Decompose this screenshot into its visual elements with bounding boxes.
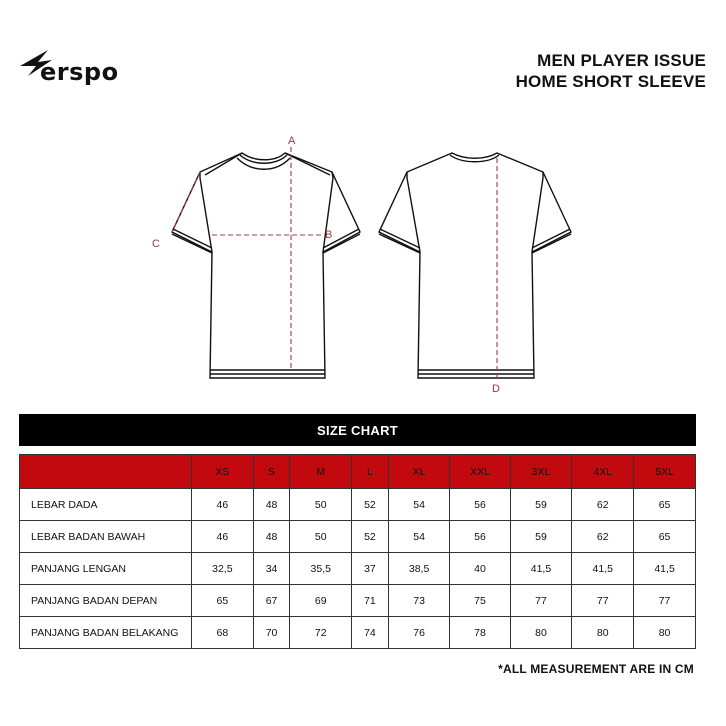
table-row — [20, 585, 696, 617]
row-label: LEBAR DADA — [20, 489, 192, 521]
table-cell: 50 — [290, 489, 352, 521]
table-cell: 48 — [253, 489, 290, 521]
back-shirt-icon — [379, 153, 571, 378]
measure-label-b: B — [325, 229, 333, 241]
table-cell: 62 — [572, 521, 634, 553]
table-cell: 72 — [290, 617, 352, 649]
table-cell: 56 — [450, 489, 510, 521]
table-cell: 65 — [192, 585, 254, 617]
size-col-header: 4XL — [572, 455, 634, 489]
row-label: PANJANG BADAN DEPAN — [20, 585, 192, 617]
size-chart-heading: SIZE CHART — [19, 414, 696, 446]
row-label: PANJANG LENGAN — [20, 553, 192, 585]
table-cell: 34 — [253, 553, 290, 585]
size-header-row — [20, 455, 696, 489]
table-cell: 41,5 — [572, 553, 634, 585]
table-cell: 41,5 — [634, 553, 696, 585]
shirt-illustrations — [0, 120, 726, 400]
table-cell: 35,5 — [290, 553, 352, 585]
table-cell: 54 — [388, 489, 450, 521]
measurement-footnote: *ALL MEASUREMENT ARE IN CM — [498, 662, 694, 676]
table-cell: 41,5 — [510, 553, 572, 585]
table-cell: 67 — [253, 585, 290, 617]
table-cell: 74 — [352, 617, 389, 649]
table-cell: 69 — [290, 585, 352, 617]
logo-text: erspo — [40, 58, 119, 86]
product-title-line2: HOME SHORT SLEEVE — [515, 72, 706, 91]
table-row — [20, 489, 696, 521]
table-cell: 80 — [510, 617, 572, 649]
table-cell: 78 — [450, 617, 510, 649]
table-cell: 54 — [388, 521, 450, 553]
row-label: PANJANG BADAN BELAKANG — [20, 617, 192, 649]
table-cell: 56 — [450, 521, 510, 553]
table-cell: 75 — [450, 585, 510, 617]
table-cell: 59 — [510, 521, 572, 553]
table-cell: 52 — [352, 521, 389, 553]
size-col-header: M — [290, 455, 352, 489]
table-cell: 37 — [352, 553, 389, 585]
front-shirt-icon — [172, 153, 360, 378]
size-col-header: 3XL — [510, 455, 572, 489]
size-col-header: XS — [192, 455, 254, 489]
table-cell: 68 — [192, 617, 254, 649]
size-chart-table — [19, 454, 696, 649]
table-cell: 70 — [253, 617, 290, 649]
size-col-header: L — [352, 455, 389, 489]
table-cell: 65 — [634, 521, 696, 553]
table-cell: 48 — [253, 521, 290, 553]
table-cell: 77 — [510, 585, 572, 617]
table-cell: 32,5 — [192, 553, 254, 585]
size-header-empty-cell — [20, 455, 192, 489]
table-cell: 73 — [388, 585, 450, 617]
table-cell: 77 — [634, 585, 696, 617]
table-cell: 65 — [634, 489, 696, 521]
row-label: LEBAR BADAN BAWAH — [20, 521, 192, 553]
table-cell: 59 — [510, 489, 572, 521]
size-col-header: XXL — [450, 455, 510, 489]
table-cell: 71 — [352, 585, 389, 617]
table-cell: 80 — [572, 617, 634, 649]
table-cell: 52 — [352, 489, 389, 521]
measure-label-d: D — [492, 383, 500, 395]
table-cell: 76 — [388, 617, 450, 649]
table-cell: 80 — [634, 617, 696, 649]
table-cell: 77 — [572, 585, 634, 617]
measure-label-a: A — [288, 135, 296, 147]
table-cell: 46 — [192, 489, 254, 521]
table-cell: 46 — [192, 521, 254, 553]
product-title — [516, 50, 706, 92]
table-cell: 50 — [290, 521, 352, 553]
table-cell: 62 — [572, 489, 634, 521]
size-col-header: 5XL — [634, 455, 696, 489]
table-row — [20, 617, 696, 649]
table-row — [20, 521, 696, 553]
size-col-header: XL — [388, 455, 450, 489]
size-col-header: S — [253, 455, 290, 489]
table-cell: 40 — [450, 553, 510, 585]
table-row — [20, 553, 696, 585]
measure-label-c: C — [152, 238, 160, 250]
product-title-line1: MEN PLAYER ISSUE — [537, 51, 706, 70]
table-cell: 38,5 — [388, 553, 450, 585]
